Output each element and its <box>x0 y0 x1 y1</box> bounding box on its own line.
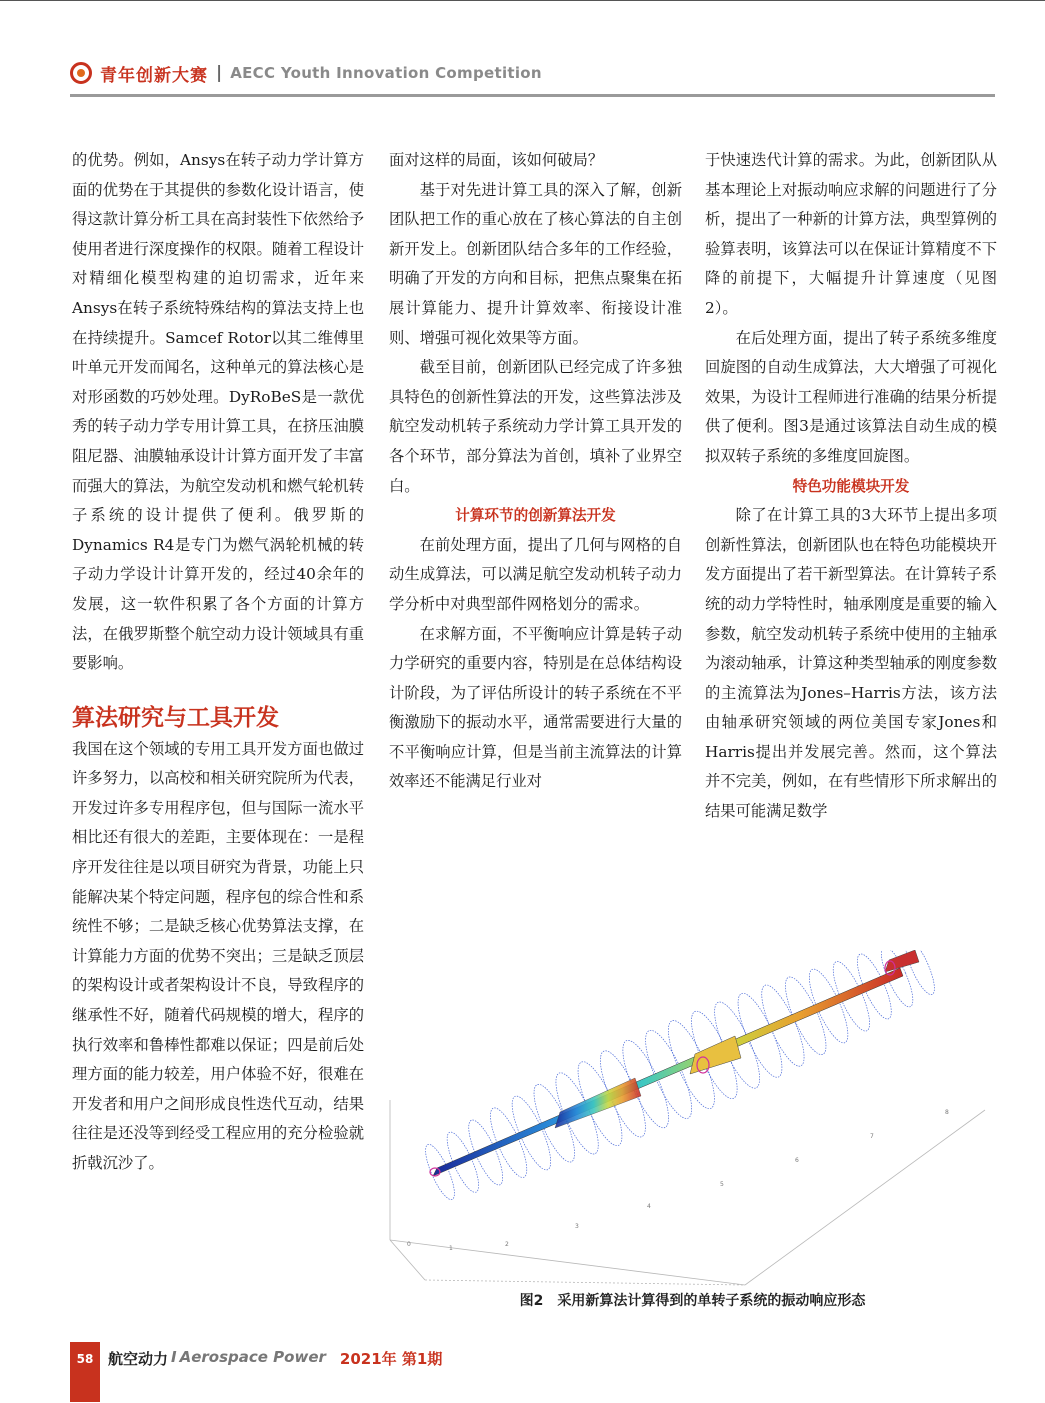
section-title: 算法研究与工具开发 <box>72 704 279 731</box>
axis-tick-labels <box>407 1109 949 1252</box>
axis-frame <box>390 1100 985 1285</box>
paragraph: 在前处理方面，提出了几何与网格的自动生成算法，可以满足航空发动机转子动力学分析中对典型部件网格划分的需求。 <box>389 535 682 613</box>
paragraph: 我国在这个领域的专用工具开发方面也做过许多努力，以高校和相关研究院所为代表，开发过许多专用程序包，但与国际一流水平相比还有很大的差距，主要体现在：一是程序开发往往是以项目研究为背景，功能上只能解决某个特定问题，程序包的综合性和系统性不够；二是缺乏核心优势算法支撑，在计算能力方面的优势不突出；三是缺乏顶层的架构设计或者架构设计不良，导致程序的继承性不好，随着代码规模的增大，程序的执行效率和鲁棒性都难以保证；四是前后处理方面的能力较差，用户体验不好，很难在开发者和用户之间形成良性迭代互动，结果往往是还没等到经受工程应用的充分检验就折戟沉沙了。 <box>72 739 364 1172</box>
journal-name-en: Aerospace Power <box>179 1348 326 1366</box>
tick-label: 8 <box>945 1109 949 1116</box>
paragraph: 截至目前，创新团队已经完成了许多独具特色的创新性算法的开发，这些算法涉及航空发动机转子系统动力学计算工具开发的各个环节，部分算法为首创，填补了业界空白。 <box>389 358 682 495</box>
tick-label: 4 <box>647 1203 651 1210</box>
tick-label: 6 <box>795 1157 799 1164</box>
subsection-title: 特色功能模块开发 <box>792 477 910 495</box>
paragraph: 除了在计算工具的3大环节上提出多项创新性算法，创新团队也在特色功能模块开发方面提出了若干新型算法。在计算转子系统的动力学特性时，轴承刚度是重要的输入参数，航空发动机转子系统中使用的主轴承为滚动轴承，计算这种类型轴承的刚度参数的主流算法为Jones–Harris方法，该方法由轴承研究领域的两位美国专家Jones和Harris提出并发展完善。然而，这个算法并不完美，例如，在有些情形下所求解出的结果可能满足数学 <box>705 506 997 821</box>
paragraph: 于快速迭代计算的需求。为此，创新团队从基本理论上对振动响应求解的问题进行了分析，提出了一种新的计算方法，典型算例的验算表明，该算法可以在保证计算精度不下降的前提下，大幅提升计算速度（见图2）。 <box>705 151 997 317</box>
page-header <box>70 56 542 90</box>
journal-issue: 2021年 第1期 <box>339 1350 443 1368</box>
header-rule <box>70 94 995 97</box>
page-number: 58 <box>70 1342 100 1402</box>
paragraph: 基于对先进计算工具的深入了解，创新团队把工作的重心放在了核心算法的自主创新开发上。创新团队结合多年的工作经验，明确了开发的方向和目标，把焦点聚集在拓展计算能力、提升计算效率、衔接设计准则、增强可视化效果等方面。 <box>389 180 682 347</box>
tick-label: 2 <box>505 1241 509 1248</box>
header-separator: | <box>216 63 223 83</box>
paragraph: 在后处理方面，提出了转子系统多维度回旋图的自动生成算法，大大增强了可视化效果，为设计工程师进行准确的结果分析提供了便利。图3是通过该算法自动生成的模拟双转子系统的多维度回旋图。 <box>705 328 997 465</box>
journal-name-cn: 航空动力 <box>108 1350 169 1368</box>
rotor-shaft <box>430 950 919 1176</box>
figure-caption: 图2 采用新算法计算得到的单转子系统的振动响应形态 <box>519 1293 866 1309</box>
tick-label: 3 <box>575 1223 579 1230</box>
journal-separator: I <box>171 1348 177 1366</box>
tick-label: 5 <box>720 1181 724 1188</box>
rotor-vibration-figure <box>385 950 1000 1290</box>
top-border <box>0 0 1045 1</box>
header-title-cn: 青年创新大赛 <box>100 65 208 86</box>
paragraph: 的优势。例如，Ansys在转子动力学计算方面的优势在于其提供的参数化设计语言，使得这款计算分析工具在高封装性下依然给予使用者进行深度操作的权限。随着工程设计对精细化模型构建的迫切需求，近年来Ansys在转子系统特殊结构的算法支持上也在持续提升。Samcef Rotor以其二维傅里叶单元开发而闻名，这种单元的算法核心是对形函数的巧妙处理。DyRoBeS是一款优秀的转子动力学专用计算工具，在挤压油膜阻尼器、油膜轴承设计计算方面开发了丰富而强大的算法，为航空发动机和燃气轮机转子系统的设计提供了便利。俄罗斯的Dynamics R4是专门为燃气涡轮机械的转子动力学设计计算开发的，经过40余年的发展，这一软件积累了各个方面的计算方法，在俄罗斯整个航空动力设计领域具有重要影响。 <box>72 151 364 673</box>
subsection-title: 计算环节的创新算法开发 <box>455 507 616 525</box>
column-1 <box>72 146 364 1179</box>
competition-logo-icon <box>70 62 92 84</box>
tick-label: 0 <box>407 1241 411 1248</box>
paragraph: 面对这样的局面，该如何破局？ <box>389 151 604 169</box>
tick-label: 1 <box>449 1245 453 1252</box>
tick-label: 7 <box>870 1133 874 1140</box>
column-2 <box>389 146 682 797</box>
rotor-3d-plot <box>385 950 1000 1290</box>
header-title-en: AECC Youth Innovation Competition <box>230 64 542 82</box>
paragraph: 在求解方面，不平衡响应计算是转子动力学研究的重要内容，特别是在总体结构设计阶段，为了评估所设计的转子系统在不平衡激励下的振动水平，通常需要进行大量的不平衡响应计算，但是当前主流算法的计算效率还不能满足行业对 <box>389 624 682 791</box>
column-3 <box>705 146 997 827</box>
page-footer <box>70 1342 442 1400</box>
